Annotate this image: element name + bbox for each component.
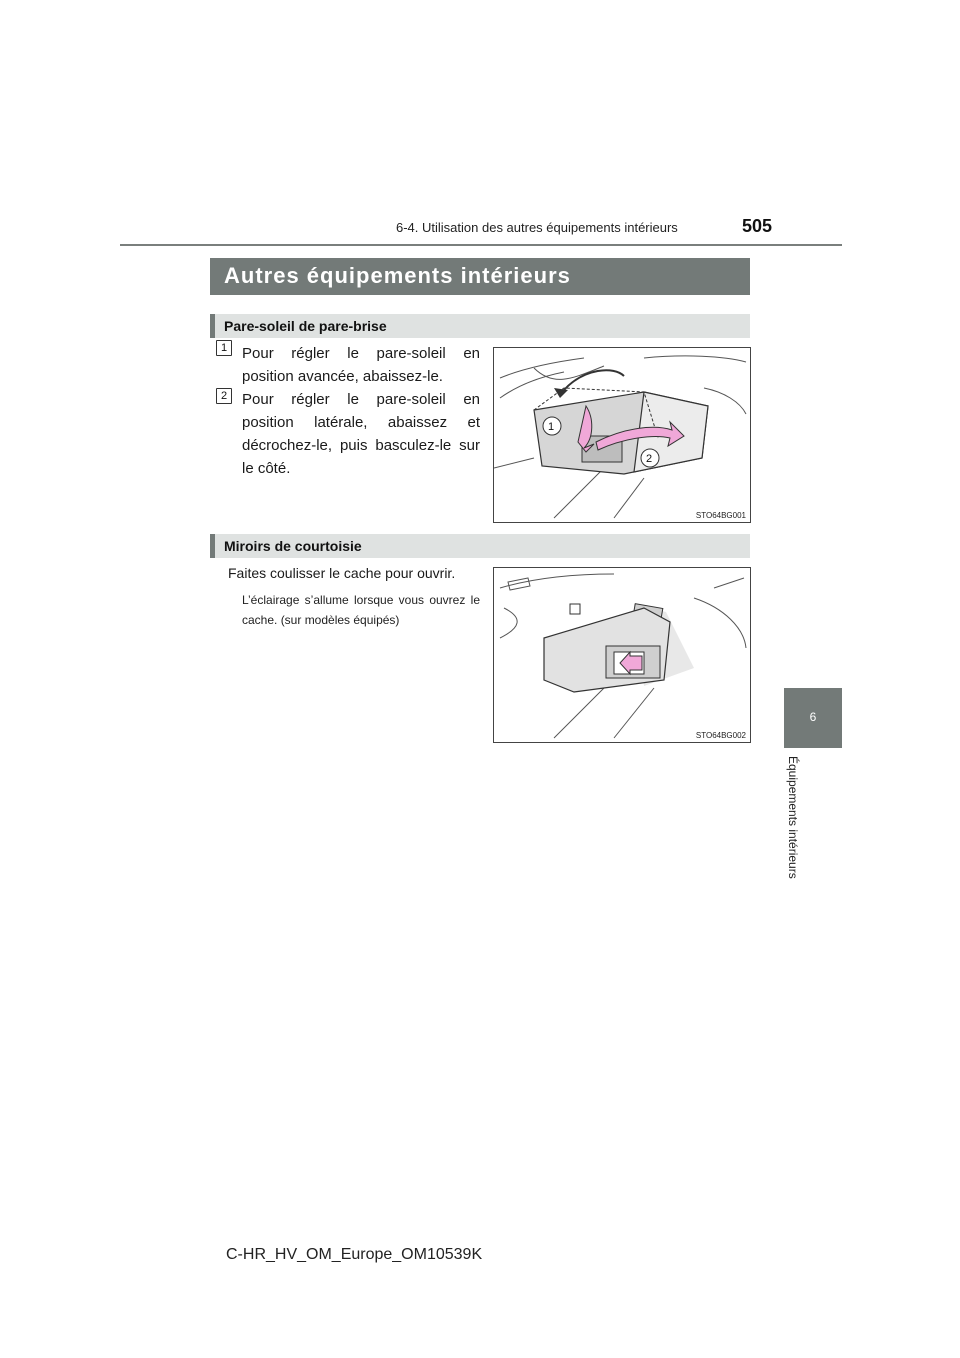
mirror-note: L’éclairage s’allume lorsque vous ouvrez le cache. (sur modèles équipés) — [242, 593, 480, 627]
heading-marker — [210, 534, 215, 558]
figure-sunvisor — [493, 347, 751, 523]
figure-code: STO64BG001 — [695, 511, 746, 520]
step-text: Pour régler le pare-soleil en position avancée, abaissez-le. — [242, 345, 480, 385]
chapter-number: 6 — [809, 710, 817, 724]
section-heading-sunvisor — [210, 314, 750, 338]
chapter-label: Équipements intérieurs — [786, 756, 800, 879]
section-heading-vanity-mirror — [210, 534, 750, 558]
chapter-tab — [784, 688, 842, 748]
chapter-label-box — [786, 756, 806, 896]
vanity-mirror-illustration — [494, 568, 750, 742]
step-number: 1 — [216, 340, 232, 356]
heading-marker — [210, 314, 215, 338]
running-header-section: 6-4. Utilisation des autres équipements intérieurs — [396, 220, 678, 235]
step-number: 2 — [216, 388, 232, 404]
section-heading-text: Miroirs de courtoisie — [224, 538, 362, 554]
figure-vanity-mirror — [493, 567, 751, 743]
step-text: Pour régler le pare-soleil en position latérale, abaissez et décrochez-le, puis basculez-le sur le côté. — [242, 391, 480, 477]
callout-1: 1 — [548, 421, 555, 433]
section-heading-text: Pare-soleil de pare-brise — [224, 318, 387, 334]
main-title-bar — [210, 258, 750, 295]
mirror-instruction: Faites coulisser le cache pour ouvrir. — [228, 565, 456, 581]
sunvisor-illustration — [494, 348, 750, 522]
header-divider — [120, 244, 842, 246]
figure-code: STO64BG002 — [695, 731, 746, 740]
callout-2: 2 — [646, 453, 653, 465]
page-number: 505 — [742, 216, 773, 236]
main-title: Autres équipements intérieurs — [224, 263, 571, 288]
footer-doc-code: C-HR_HV_OM_Europe_OM10539K — [226, 1246, 483, 1263]
